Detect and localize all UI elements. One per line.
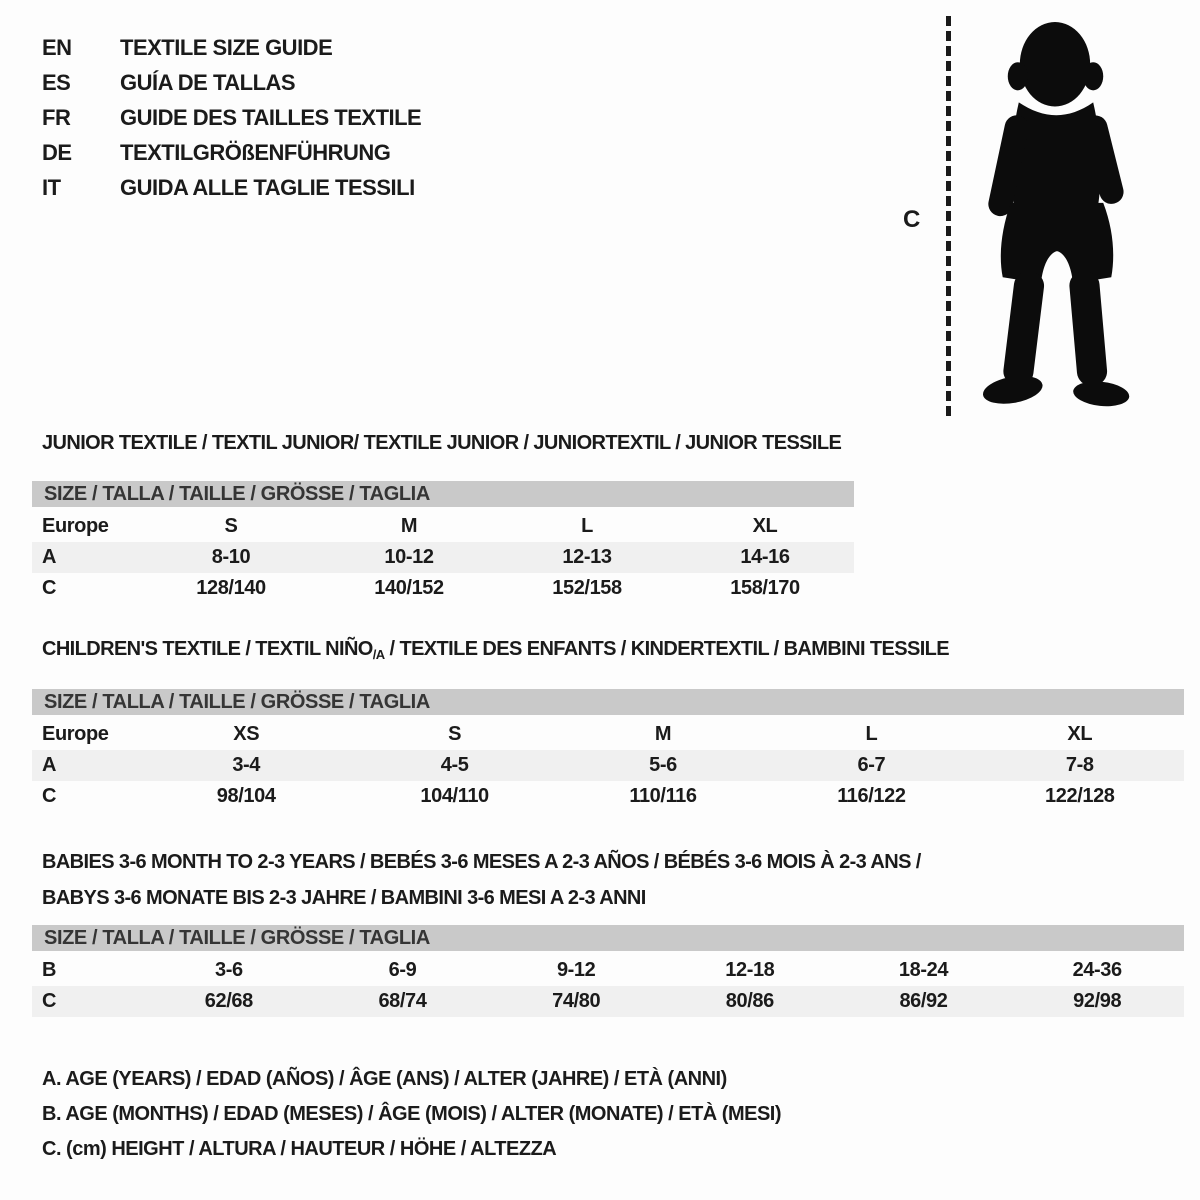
size-header-label: SIZE / TALLA / TAILLE / GRÖSSE / TAGLIA [44,690,430,713]
table-cell: L [581,515,593,537]
table-cell: 140/152 [374,577,444,599]
size-header-label: SIZE / TALLA / TAILLE / GRÖSSE / TAGLIA [44,926,430,949]
language-row-en [42,30,421,65]
table-row-age [32,750,1184,781]
table-cell: 152/158 [552,577,622,599]
height-measure-label: C [903,206,921,233]
language-row-fr [42,100,421,135]
language-code: ES [42,69,71,95]
table-cell: 14-16 [740,546,790,568]
table-cell: 128/140 [196,577,266,599]
table-cell: M [400,515,418,537]
table-cell: C [42,577,57,599]
babies-section-title [42,844,921,916]
junior-section-title: JUNIOR TEXTILE / TEXTIL JUNIOR/ TEXTILE JUNIOR / JUNIORTEXTIL / JUNIOR TESSILE [42,432,842,454]
babies-title-line1: BABIES 3-6 MONTH TO 2-3 YEARS / BEBÉS 3-6 MESES A 2-3 AÑOS / BÉBÉS 3-6 MOIS À 2-3 ANS / [42,851,921,873]
table-cell: B [42,959,57,981]
table-row-height [32,573,854,604]
babies-size-table [32,925,1184,1017]
table-cell: S [448,723,462,745]
table-cell: 122/128 [1045,785,1115,807]
language-code: EN [42,34,72,60]
note-height-cm: C. (cm) HEIGHT / ALTURA / HAUTEUR / HÖHE / ALTEZZA [42,1138,557,1160]
table-row-height [32,781,1184,812]
toddler-silhouette [962,18,1152,420]
table-cell: 7-8 [1065,754,1094,776]
table-cell: 9-12 [556,959,596,981]
table-cell: A [42,754,57,776]
table-cell: Europe [42,515,109,537]
guide-title-it: GUIDA ALLE TAGLIE TESSILI [120,174,415,200]
table-cell: 12-18 [725,959,775,981]
children-section-title [42,638,949,662]
size-header-bar [32,689,1184,715]
table-cell: 12-13 [562,546,612,568]
table-header-row [32,511,854,542]
table-cell: 74/80 [552,990,601,1012]
table-cell: 24-36 [1072,959,1122,981]
table-row-age-months [32,955,1184,986]
table-cell: XS [233,723,260,745]
table-cell: S [224,515,238,537]
table-cell: 6-7 [857,754,886,776]
table-cell: C [42,990,57,1012]
table-cell: 6-9 [388,959,417,981]
table-cell: 4-5 [440,754,469,776]
children-size-table [32,689,1184,812]
language-code: IT [42,174,61,200]
note-age-months: B. AGE (MONTHS) / EDAD (MESES) / ÂGE (MOIS) / ALTER (MONATE) / ETÀ (MESI) [42,1103,782,1125]
height-measure-dashed-line [946,16,951,416]
table-cell: 8-10 [211,546,251,568]
table-cell: 5-6 [649,754,677,776]
size-header-label: SIZE / TALLA / TAILLE / GRÖSSE / TAGLIA [44,482,430,505]
table-cell: 62/68 [204,990,253,1012]
table-cell: Europe [42,723,109,745]
language-code: DE [42,139,72,165]
guide-title-de: TEXTILGRÖßENFÜHRUNG [120,139,391,165]
table-cell: 158/170 [730,577,800,599]
table-cell: 110/116 [629,785,697,807]
guide-title-en: TEXTILE SIZE GUIDE [120,34,333,60]
table-cell: 116/122 [837,785,906,807]
table-row-height [32,986,1184,1017]
table-cell: 10-12 [384,546,434,568]
table-cell: 92/98 [1073,990,1122,1012]
table-cell: 18-24 [898,959,949,981]
table-cell: M [654,723,672,745]
note-age-years: A. AGE (YEARS) / EDAD (AÑOS) / ÂGE (ANS) / ALTER (JAHRE) / ETÀ (ANNI) [42,1068,727,1090]
table-cell: 3-4 [232,754,261,776]
table-cell: XL [1067,723,1093,745]
guide-title-fr: GUIDE DES TAILLES TEXTILE [120,104,422,130]
table-cell: A [42,546,57,568]
babies-title-line2: BABYS 3-6 MONATE BIS 2-3 JAHRE / BAMBINI 3-6 MESI A 2-3 ANNI [42,887,646,909]
table-cell: L [865,723,878,745]
table-cell: XL [752,515,778,537]
size-header-bar [32,925,1184,951]
language-code: FR [42,104,71,130]
table-cell: 104/110 [420,785,489,807]
children-title-part: / TEXTILE DES ENFANTS / KINDERTEXTIL / BAMBINI TESSILE [384,638,950,660]
language-title-list [42,30,421,205]
children-title-suffix: /A [372,647,385,662]
table-row-age [32,542,854,573]
guide-title-es: GUÍA DE TALLAS [120,69,296,95]
language-row-de [42,135,421,170]
language-row-it [42,170,421,205]
table-cell: 80/86 [725,990,774,1012]
children-title-part: CHILDREN'S TEXTILE / TEXTIL NIÑO [42,638,373,660]
size-header-bar [32,481,854,507]
language-row-es [42,65,421,100]
table-cell: 3-6 [214,959,243,981]
table-cell: 98/104 [216,785,276,807]
table-cell: 86/92 [899,990,948,1012]
table-cell: 68/74 [378,990,427,1012]
legend-notes [42,1062,781,1167]
table-header-row [32,719,1184,750]
table-cell: C [42,785,57,807]
junior-size-table [32,481,854,604]
